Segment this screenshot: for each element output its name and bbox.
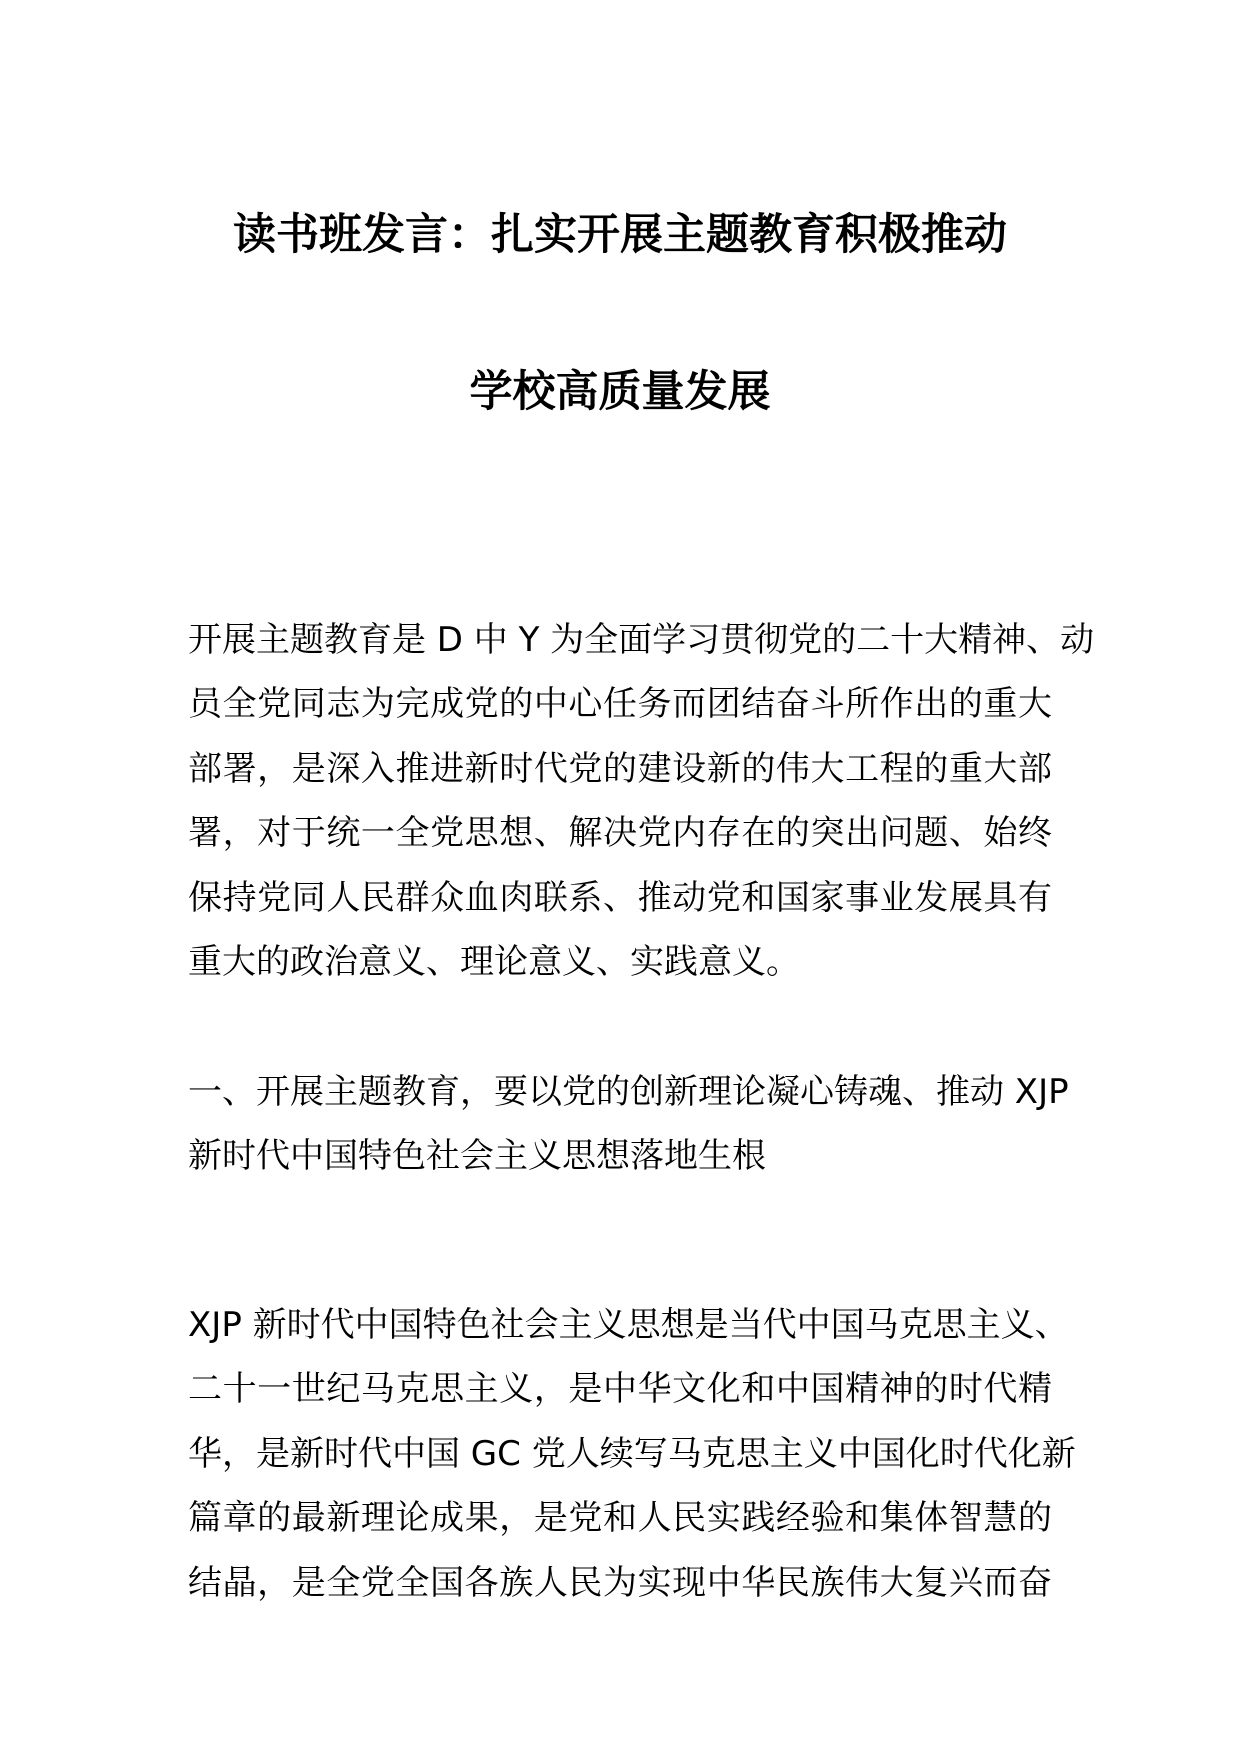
document-title-line-1: 读书班发言：扎实开展主题教育积极推动 bbox=[233, 210, 1007, 260]
paragraph-line: 保持党同人民群众血肉联系、推动党和国家事业发展具有 bbox=[188, 877, 1052, 918]
paragraph-line: 部署，是深入推进新时代党的建设新的伟大工程的重大部 bbox=[188, 748, 1052, 789]
paragraph-line: 重大的政治意义、理论意义、实践意义。 bbox=[188, 942, 800, 983]
document-title-line-2: 学校高质量发展 bbox=[469, 367, 771, 417]
paragraph-line: 结晶，是全党全国各族人民为实现中华民族伟大复兴而奋 bbox=[188, 1562, 1052, 1603]
paragraph-line: 员全党同志为完成党的中心任务而团结奋斗所作出的重大 bbox=[188, 684, 1052, 725]
heading-line: 新时代中国特色社会主义思想落地生根 bbox=[188, 1136, 766, 1177]
paragraph-line: 署，对于统一全党思想、解决党内存在的突出问题、始终 bbox=[188, 813, 1052, 854]
paragraph-line: 开展主题教育是 D 中 Y 为全面学习贯彻党的二十大精神、动 bbox=[188, 620, 1095, 660]
heading-line: 一、开展主题教育，要以党的创新理论凝心铸魂、推动 XJP bbox=[188, 1072, 1069, 1112]
section-heading-1 bbox=[188, 1060, 1069, 1189]
paragraph-line: 二十一世纪马克思主义，是中华文化和中国精神的时代精 bbox=[188, 1369, 1052, 1410]
paragraph-intro bbox=[188, 608, 1095, 994]
paragraph-section-1-body bbox=[188, 1293, 1076, 1615]
paragraph-line: XJP 新时代中国特色社会主义思想是当代中国马克思主义、 bbox=[188, 1305, 1069, 1345]
paragraph-line: 篇章的最新理论成果，是党和人民实践经验和集体智慧的 bbox=[188, 1498, 1052, 1539]
paragraph-line: 华，是新时代中国 GC 党人续写马克思主义中国化时代化新 bbox=[188, 1433, 1076, 1474]
